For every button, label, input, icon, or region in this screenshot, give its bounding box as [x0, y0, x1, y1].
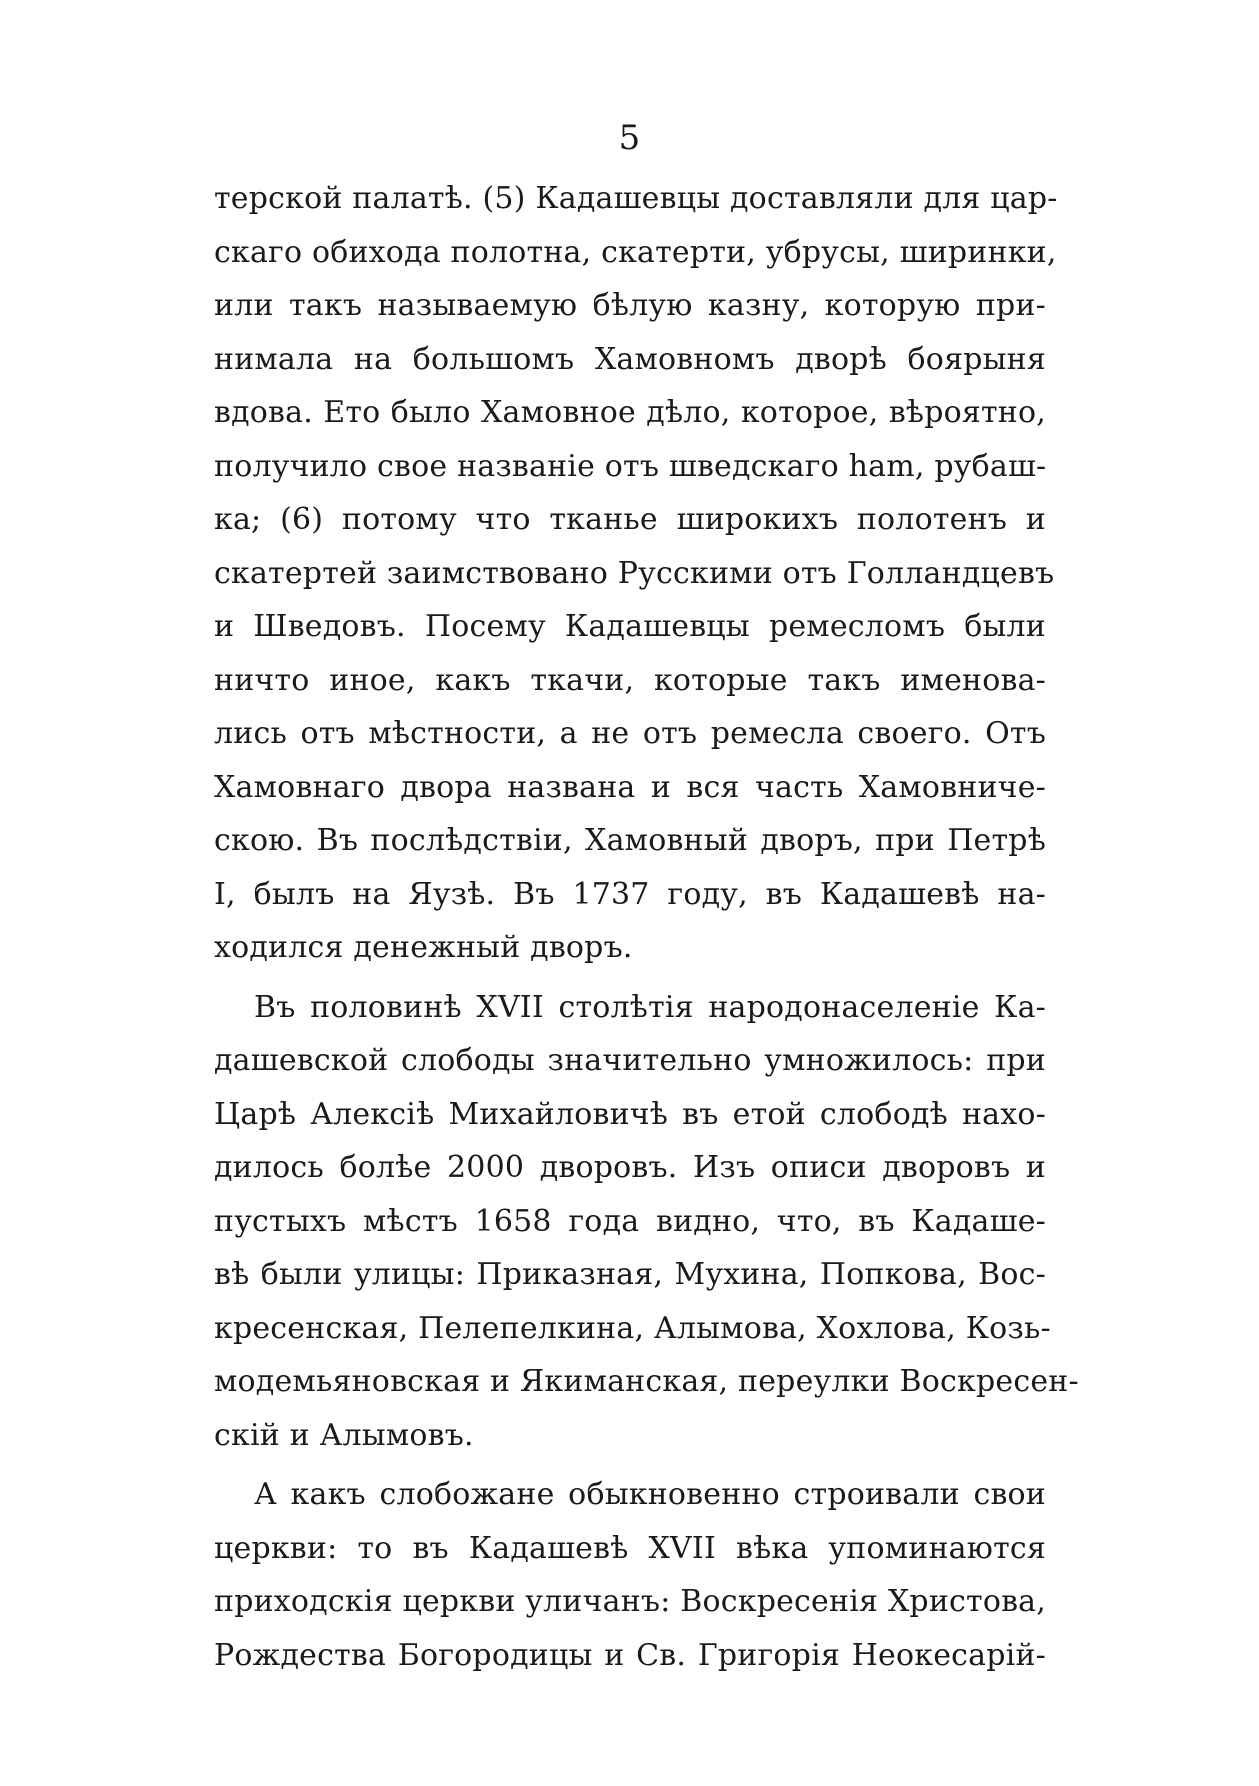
text-line: приходскія церкви уличанъ: Воскресенія Христова,	[214, 1584, 1046, 1619]
text-line: Хамовнаго двора названа и вся часть Хамовниче-	[214, 769, 1046, 805]
text-line: Царѣ Алексіѣ Михайловичѣ въ етой слободѣ нахо-	[214, 1096, 1046, 1132]
text-line: скаго обихода полотна, скатерти, убрусы, ширинки,	[214, 234, 1057, 270]
text-line: А какъ слобожане обыкновенно строивали свои	[254, 1477, 1046, 1512]
text-line: нимала на большомъ Хамовномъ дворѣ боярыня	[214, 341, 1046, 377]
paragraph	[214, 1468, 1046, 1682]
text-line: вдова. Ето было Хамовное дѣло, которое, вѣроятно,	[214, 395, 1046, 430]
text-line: скій и Алымовъ.	[214, 1417, 474, 1453]
text-line: ничто иное, какъ ткачи, которые такъ именова-	[214, 662, 1046, 698]
text-line: кресенская, Пелепелкина, Алымова, Хохлова, Козь-	[214, 1310, 1051, 1346]
paragraph	[214, 172, 1058, 975]
text-line: модемьяновская и Якиманская, переулки Воскресен-	[214, 1364, 1079, 1399]
text-line: скатертей заимствовано Русскими отъ Голландцевъ	[214, 555, 1055, 591]
text-line: ходился денежный дворъ.	[214, 930, 633, 965]
text-line: и Шведовъ. Посему Кадашевцы ремесломъ были	[214, 609, 1046, 644]
text-line: Въ половинѣ XVII столѣтія народонаселеніе Ка-	[254, 989, 1046, 1025]
text-line: Рождества Богородицы и Св. Григорія Неокесарій-	[214, 1637, 1046, 1673]
text-line: лись отъ мѣстности, а не отъ ремесла своего. Отъ	[214, 716, 1046, 751]
text-line: дашевской слободы значительно умножилось: при	[214, 1043, 1046, 1078]
text-line: или такъ называемую бѣлую казну, которую при-	[214, 288, 1046, 323]
text-line: терской палатѣ. (5) Кадашевцы доставляли для цар-	[214, 181, 1058, 216]
text-line: вѣ были улицы: Приказная, Мухина, Попкова, Вос-	[214, 1257, 1046, 1292]
text-line: ка; (6) потому что тканье широкихъ полотенъ и	[214, 502, 1046, 537]
text-line: церкви: то въ Кадашевѣ XVII вѣка упоминаются	[214, 1530, 1046, 1566]
paragraph	[214, 981, 1079, 1463]
text-line: I, былъ на Яузѣ. Въ 1737 году, въ Кадашевѣ на-	[214, 876, 1046, 912]
body-text	[214, 172, 1079, 1682]
page-number: 5	[618, 118, 641, 158]
text-line: пустыхъ мѣстъ 1658 года видно, что, въ Кадаше-	[214, 1203, 1046, 1239]
text-line: получило свое названіе отъ шведскаго ham, рубаш-	[214, 448, 1047, 484]
text-line: дилось болѣе 2000 дворовъ. Изъ описи дворовъ и	[214, 1150, 1046, 1185]
text-line: скою. Въ послѣдствіи, Хамовный дворъ, при Петрѣ	[214, 823, 1046, 858]
